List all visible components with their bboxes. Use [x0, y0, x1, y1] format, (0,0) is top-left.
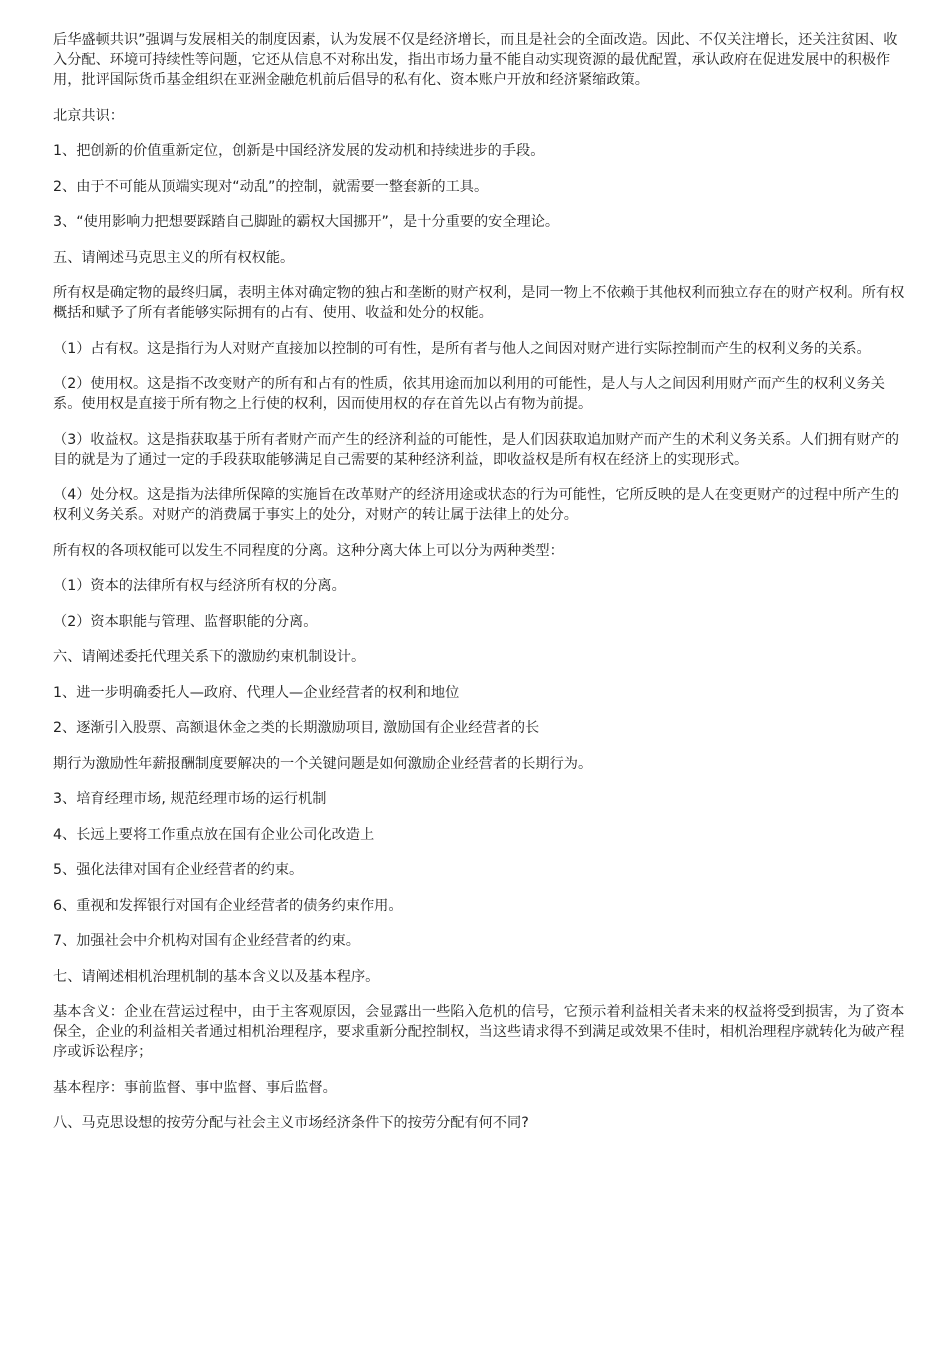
list-item: （1）资本的法律所有权与经济所有权的分离。 — [53, 578, 346, 594]
list-item: （3）收益权。这是指获取基于所有者财产而产生的经济利益的可能性，是人们因获取追加财产而产生的术利义务关系。人们拥有财产的目的就是为了通过一定的手段获取能够满足自己需要的某种经济利益，即收益权是所有权在经济上的实现形式。 — [53, 431, 900, 468]
list-item: 4、长远上要将工作重点放在国有企业公司化改造上 — [53, 826, 375, 843]
heading-beijing-consensus: 北京共识： — [53, 107, 124, 124]
list-item: （2）使用权。这是指不改变财产的所有和占有的性质，依其用途而加以利用的可能性，是人与人之间因利用财产而产生的权利义务关系。使用权是直接于所有物之上行使的权利，因而使用权的存在首先以占有物为前提。 — [53, 376, 885, 412]
list-item: （2）资本职能与管理、监督职能的分离。 — [53, 613, 318, 630]
list-item: 6、重视和发挥银行对国有企业经营者的债务约束作用。 — [53, 897, 403, 914]
section-heading-7: 七、请阐述相机治理机制的基本含义以及基本程序。 — [53, 968, 380, 985]
list-item: 1、进一步明确委托人—政府、代理人—企业经营者的权利和地位 — [53, 684, 460, 701]
list-item: 3、培育经理市场, 规范经理市场的运行机制 — [53, 791, 327, 807]
list-item: 5、强化法律对国有企业经营者的约束。 — [53, 862, 304, 878]
list-item: （1）占有权。这是指行为人对财产直接加以控制的可有性，是所有者与他人之间因对财产进行实际控制而产生的权利义务的关系。 — [53, 340, 871, 357]
paragraph-post-washington-consensus: 后华盛顿共识”强调与发展相关的制度因素，认为发展不仅是经济增长，而且是社会的全面改造。因此、不仅关注增长，还关注贫困、收入分配、环境可持续性等问题，它还从信息不对称出发，指出市场力量不能自动实现资源的最优配置，承认政府在促进发展中的积极作用，批评国际货币基金组织在亚洲金融危机前后倡导的私有化、资本账户开放和经济紧缩政策。 — [53, 32, 898, 88]
list-item: 2、由于不可能从顶端实现对“动乱”的控制，就需要一整套新的工具。 — [53, 178, 489, 195]
list-item: 7、加强社会中介机构对国有企业经营者的约束。 — [53, 933, 360, 949]
paragraph-continuation: 期行为激励性年薪报酬制度要解决的一个关键问题是如何激励企业经营者的长期行为。 — [53, 755, 593, 772]
paragraph-basic-procedure: 基本程序：事前监督、事中监督、事后监督。 — [53, 1079, 337, 1096]
list-item: 2、逐渐引入股票、高额退休金之类的长期激励项目, 激励国有企业经营者的长 — [53, 720, 540, 736]
section-heading-5: 五、请阐述马克思主义的所有权权能。 — [53, 249, 295, 266]
document-page — [53, 30, 905, 1149]
section-heading-8: 八、马克思设想的按劳分配与社会主义市场经济条件下的按劳分配有何不同? — [53, 1115, 529, 1131]
paragraph-basic-meaning: 基本含义：企业在营运过程中，由于主客观原因，会显露出一些陷入危机的信号，它预示着利益相关者未来的权益将受到损害，为了资本保全，企业的利益相关者通过相机治理程序，要求重新分配控制权，当这些请求得不到满足或效果不佳时，相机治理程序就转化为破产程序或诉讼程序； — [53, 1004, 905, 1060]
list-item: 1、把创新的价值重新定位，创新是中国经济发展的发动机和持续进步的手段。 — [53, 143, 545, 159]
list-item: 3、“使用影响力把想要踩踏自己脚趾的霸权大国挪开”，是十分重要的安全理论。 — [53, 214, 560, 230]
paragraph-ownership-separation: 所有权的各项权能可以发生不同程度的分离。这种分离大体上可以分为两种类型： — [53, 542, 564, 559]
paragraph-ownership-definition: 所有权是确定物的最终归属，表明主体对确定物的独占和垄断的财产权利，是同一物上不依赖于其他权利而独立存在的财产权利。所有权概括和赋予了所有者能够实际拥有的占有、使用、收益和处分的权能。 — [53, 285, 905, 321]
list-item: （4）处分权。这是指为法律所保障的实施旨在改革财产的经济用途或状态的行为可能性，它所反映的是人在变更财产的过程中所产生的权利义务关系。对财产的消费属于事实上的处分，对财产的转让属于法律上的处分。 — [53, 487, 900, 523]
section-heading-6: 六、请阐述委托代理关系下的激励约束机制设计。 — [53, 649, 366, 665]
